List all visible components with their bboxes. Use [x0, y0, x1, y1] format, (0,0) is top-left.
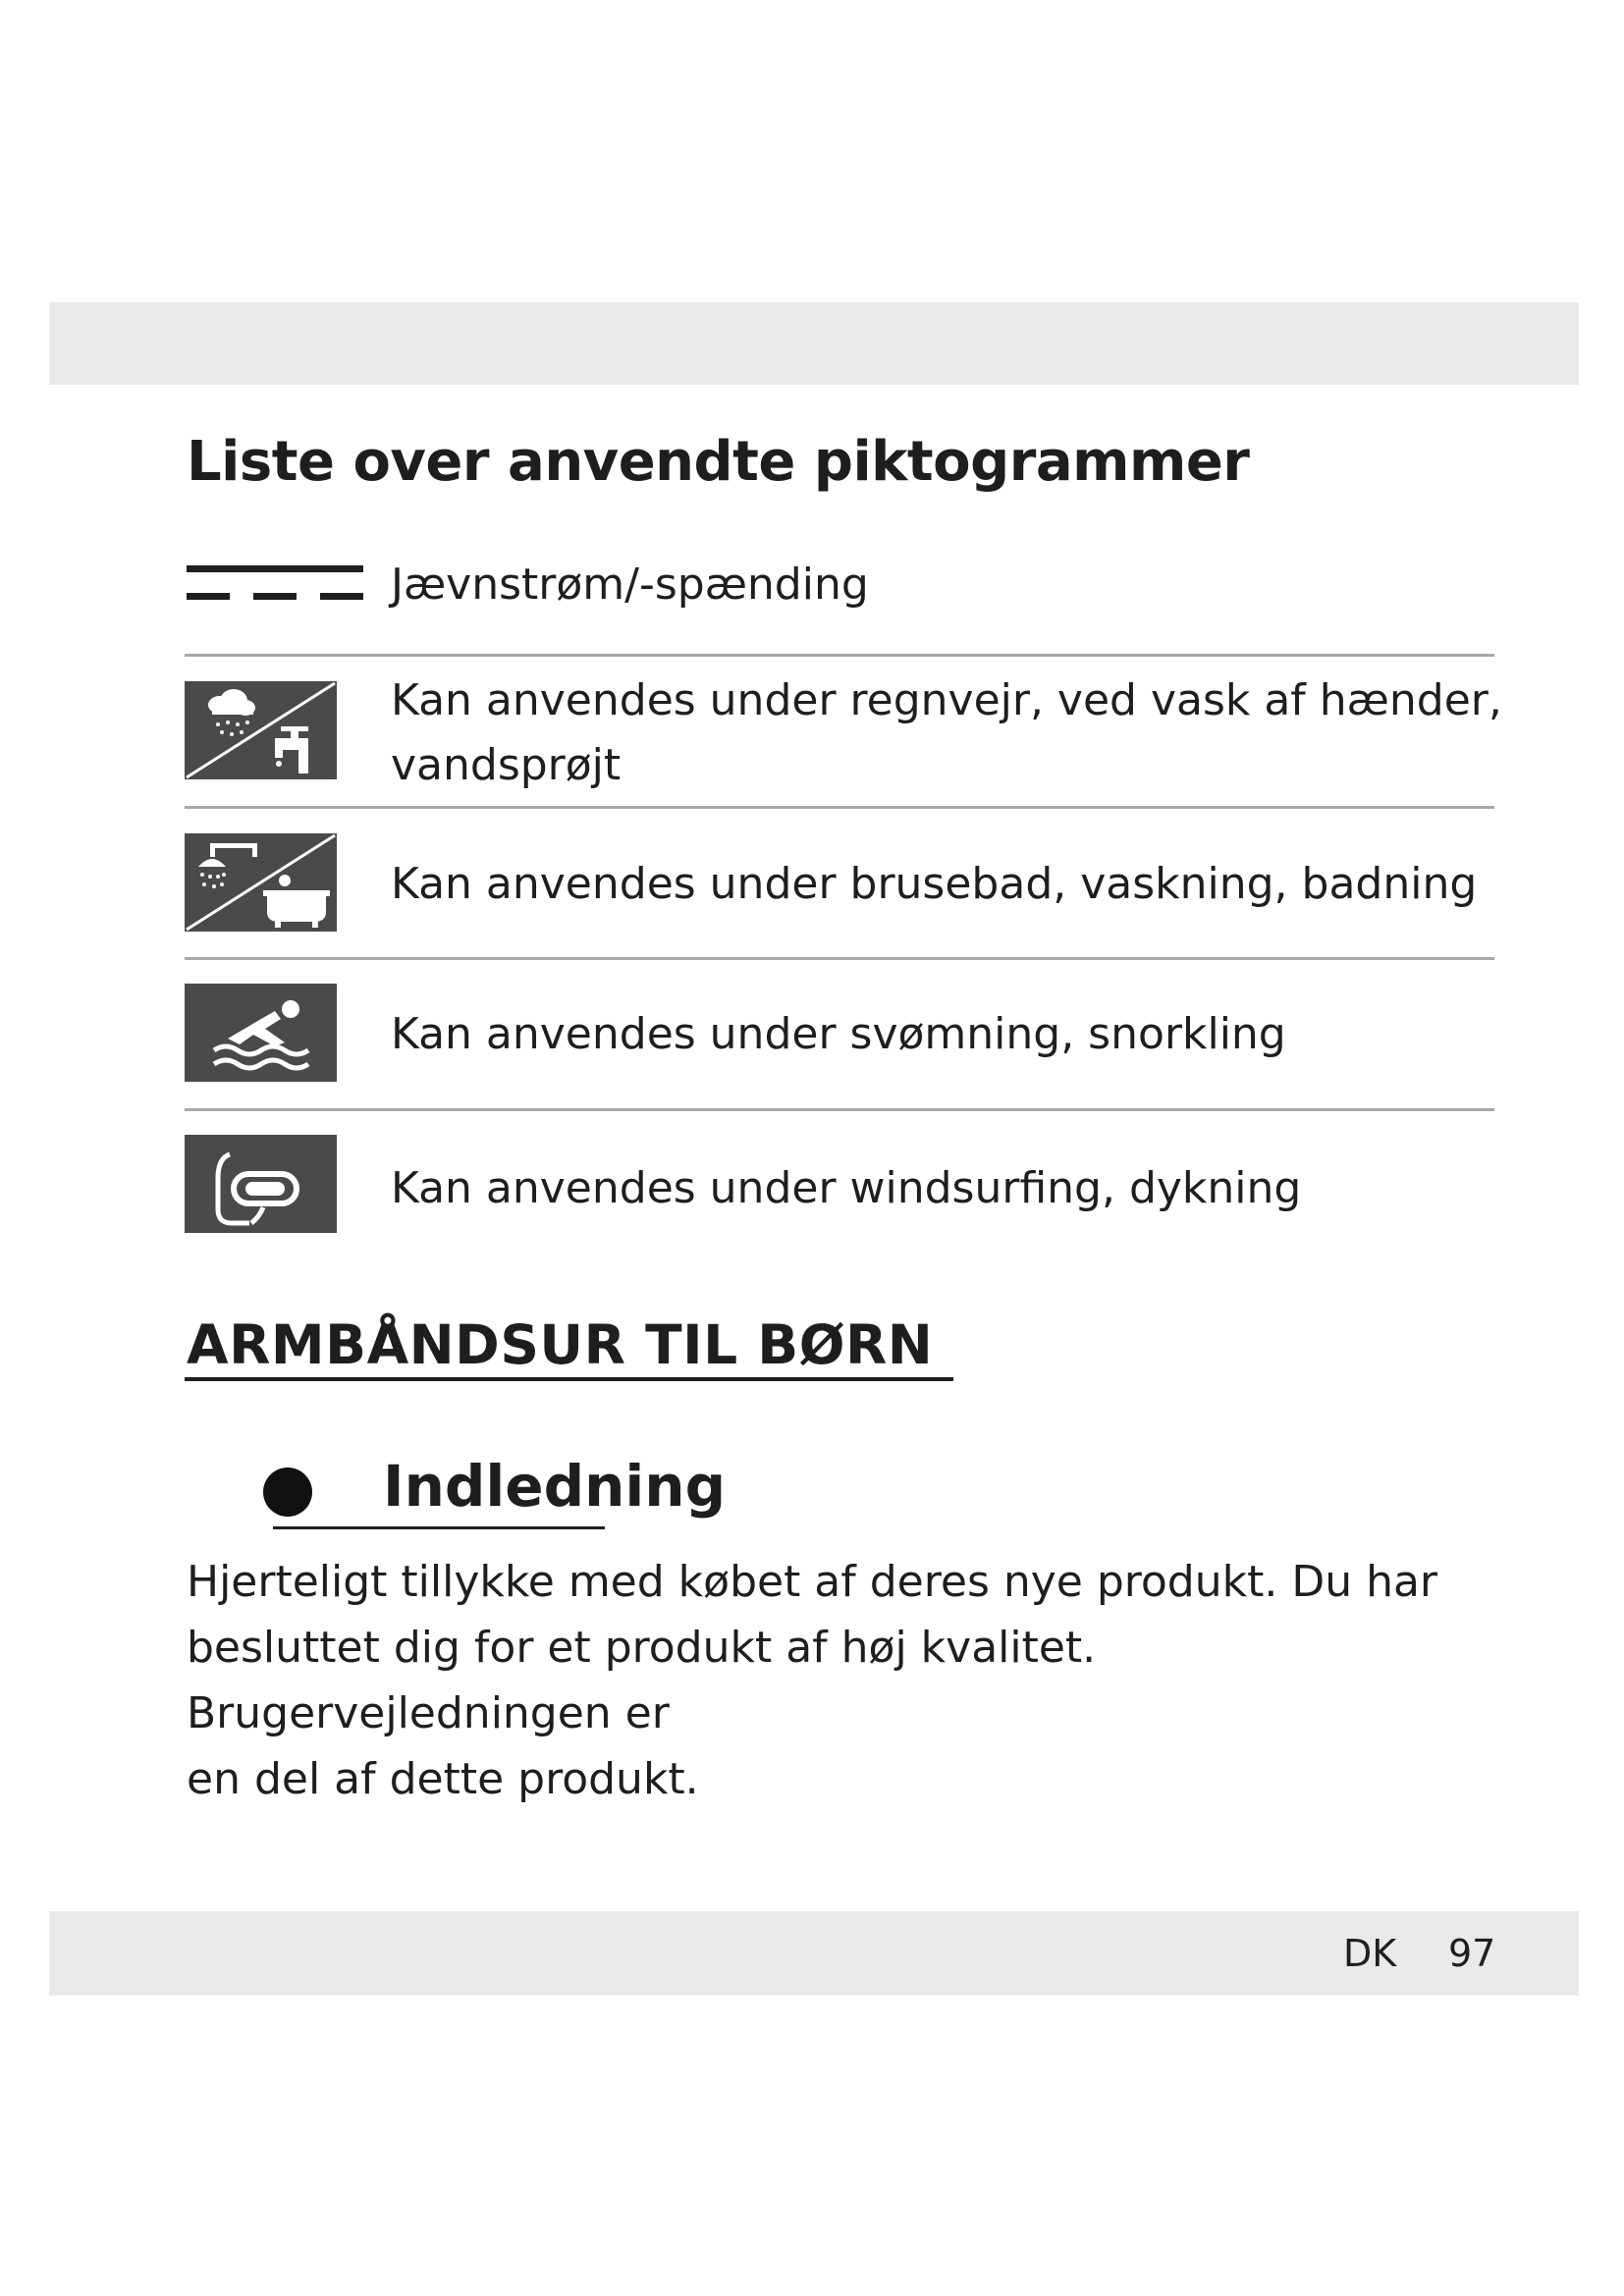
- footer-language: DK: [1343, 1932, 1397, 1975]
- section-heading: ARMBÅNDSUR TIL BØRN: [187, 1313, 934, 1376]
- subsection-heading: Indledning: [383, 1453, 727, 1520]
- pictogram-description: [391, 1002, 1286, 1067]
- shower-and-bathtub-icon: [185, 833, 337, 932]
- page-title: Liste over anvendte piktogrammer: [187, 430, 1250, 494]
- snorkel-mask-icon: [185, 1135, 337, 1233]
- paragraph-line: Hjerteligt tillykke med købet af deres nye produkt. Du har: [187, 1557, 1438, 1607]
- section-heading-underline: [185, 1377, 953, 1381]
- direct-current-symbol-icon: [187, 565, 363, 605]
- subsection-heading-underline: [273, 1526, 605, 1529]
- bullet-icon: [263, 1468, 312, 1517]
- pictogram-row-rain: [185, 657, 1502, 806]
- intro-paragraph: [187, 1549, 1502, 1812]
- pictogram-description: [391, 1156, 1301, 1221]
- description-line: Kan anvendes under svømning, snorkling: [391, 1009, 1286, 1059]
- pictogram-description: [391, 852, 1477, 917]
- pictogram-row-swimming: [185, 960, 1494, 1108]
- dc-symbol-label: Jævnstrøm/-spænding: [391, 560, 869, 610]
- dc-symbol-row: [187, 558, 1492, 656]
- page-number: 97: [1448, 1932, 1496, 1975]
- description-line: Kan anvendes under windsurfing, dykning: [391, 1163, 1302, 1213]
- swimmer-icon: [185, 984, 337, 1082]
- description-line: Kan anvendes under regnvejr, ved vask af hænder,: [391, 675, 1502, 725]
- rain-and-tap-icon: [185, 681, 337, 779]
- description-line: Kan anvendes under brusebad, vaskning, badning: [391, 859, 1478, 909]
- pictogram-description: [391, 668, 1502, 798]
- header-band: [49, 302, 1579, 385]
- pictogram-row-diving: [185, 1111, 1494, 1258]
- pictogram-row-shower: [185, 809, 1494, 957]
- paragraph-line: besluttet dig for et produkt af høj kvalitet. Brugervejledningen er: [187, 1623, 1097, 1738]
- description-line: vandsprøjt: [391, 740, 622, 790]
- paragraph-line: en del af dette produkt.: [187, 1754, 699, 1804]
